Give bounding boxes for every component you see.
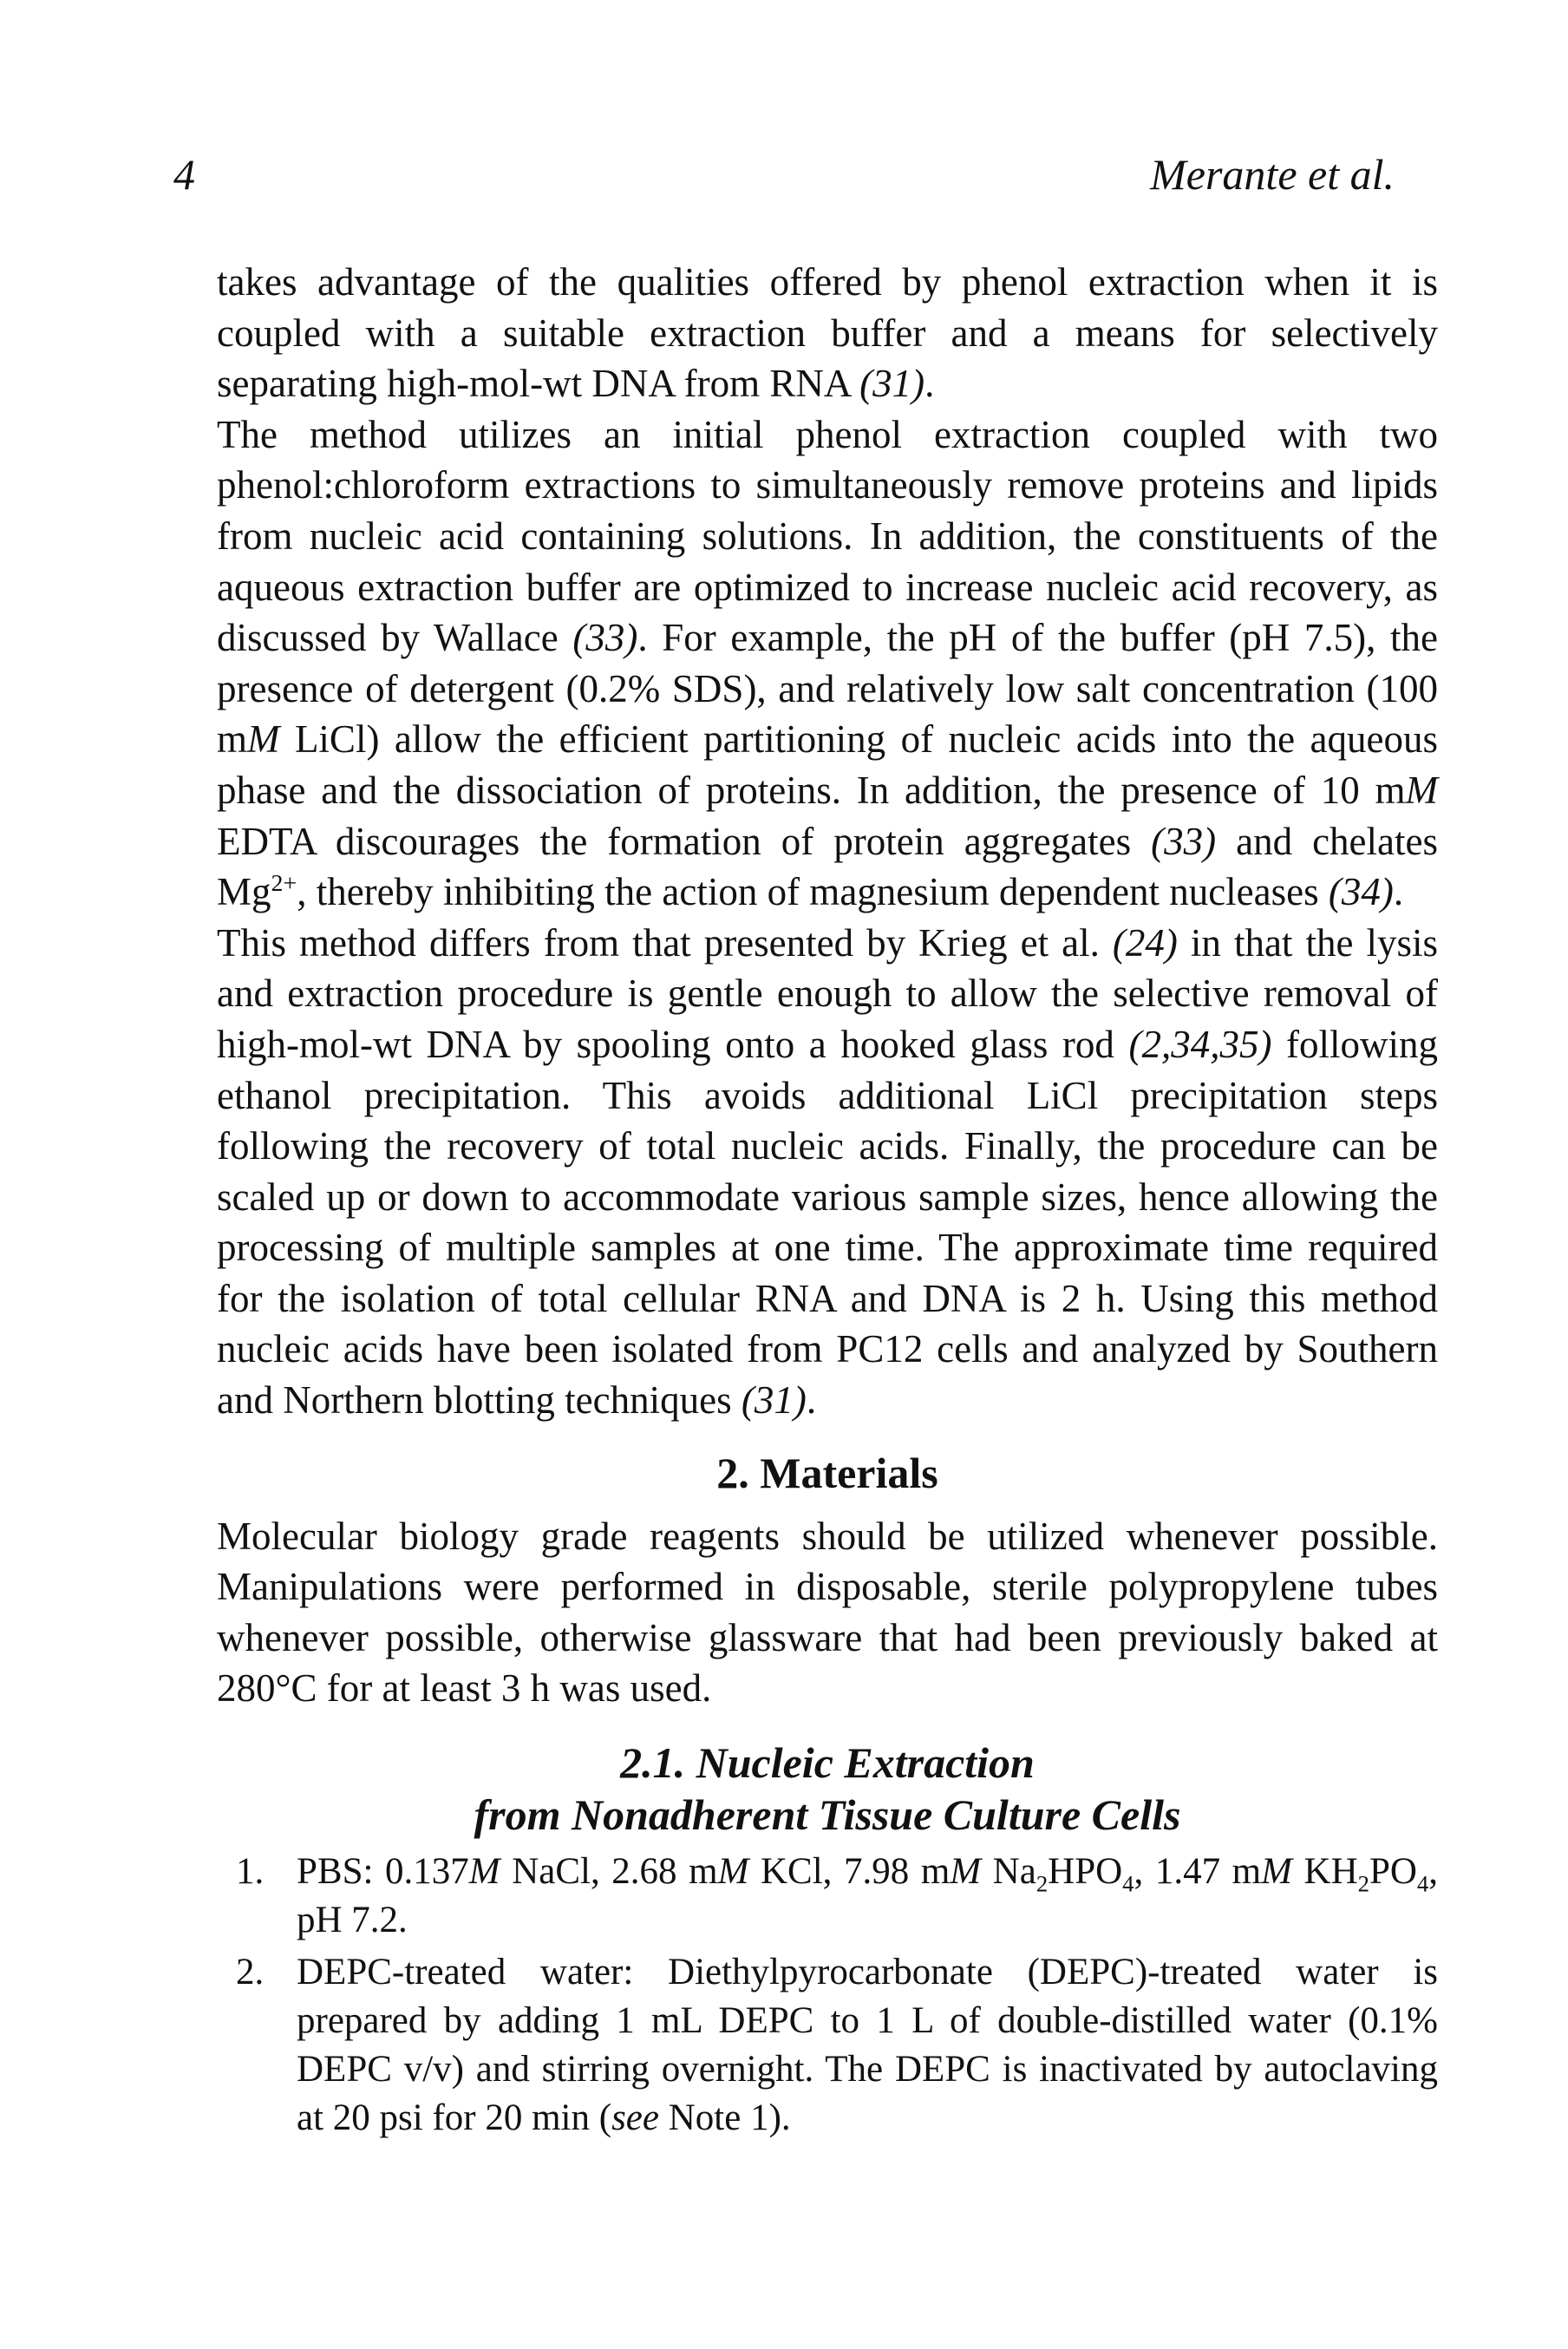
materials-list [217, 1848, 1438, 2143]
text-run: NaCl, 2.68 m [500, 1851, 718, 1893]
text-run: PO [1369, 1851, 1417, 1893]
text-run: and chelates Mg [217, 819, 1438, 914]
running-head [173, 149, 1395, 210]
subscript: 2 [1357, 1870, 1369, 1897]
text-run: The method utilizes an initial phenol extraction coupled with two phenol:chloroform extractions to simultaneously remove proteins and lipids from nucleic acid containing solutions. In addition, the constituents of the aqueous extraction buffer are optimized to increase nucleic acid recovery, as discussed by Wallace [217, 412, 1438, 660]
molar-unit: M [950, 1851, 982, 1893]
text-run: in that the lysis and extraction procedure is gentle enough to allow the selective removal of high-mol-wt DNA by spooling onto a hooked glass rod [217, 920, 1438, 1066]
text-run: This method differs from that presented by Krieg et al. [217, 920, 1113, 965]
text-run: KCl, 7.98 m [748, 1851, 951, 1893]
citation: (34) [1328, 870, 1394, 914]
running-author: Merante et al. [1150, 150, 1395, 199]
text-run: Note 1). [658, 2097, 791, 2139]
list-item-number: 1. [236, 1851, 265, 1893]
citation: (31) [859, 362, 925, 406]
superscript-charge: 2+ [271, 870, 297, 898]
list-item [217, 1848, 1438, 1945]
text-run: takes advantage of the qualities offered by phenol extraction when it is coupled with a suitable extraction buffer and a means for selectively separating high-mol-wt DNA from RNA [217, 260, 1438, 406]
section-heading-materials: 2. Materials [716, 1448, 938, 1497]
text-run: , 1.47 m [1134, 1851, 1262, 1893]
text-run: LiCl) allow the efficient partitioning of nucleic acids into the aqueous phase and the dissociation of proteins. In addition, the presence of 10 m [217, 717, 1438, 812]
intro-paragraph-1 [217, 257, 1438, 409]
molar-unit: M [717, 1851, 749, 1893]
text-run: . [1393, 870, 1404, 914]
materials-paragraph: Molecular biology grade reagents should be utilized whenever possible. Manipulations were performed in disposable, sterile polypropylene tubes whenever possible, otherwise glassware that had been previously baked at 280°C for at least 3 h was used. [217, 1514, 1438, 1711]
text-run: . [806, 1378, 817, 1423]
text-run: . For example, the pH of the buffer (pH 7.5), the presence of detergent (0.2% SDS), and relatively low salt concentration (100 m [217, 616, 1438, 762]
see-reference: see [611, 2097, 659, 2139]
text-run: DEPC-treated water: Diethylpyrocarbonate (DEPC)-treated water is prepared by adding 1 mL DEPC to 1 L of double-distilled water (0.1% DEPC v/v) and stirring overnight. The DEPC is inactivated by autoclaving at 20 psi for 20 min ( [297, 1952, 1438, 2139]
molar-unit: M [1405, 768, 1438, 812]
subsection-heading-line-1: 2.1. Nucleic Extraction [620, 1738, 1035, 1788]
intro-paragraph-3 [217, 918, 1438, 1426]
list-item-number: 2. [236, 1952, 265, 1993]
text-run: KH [1291, 1851, 1358, 1893]
text-run: PBS: 0.137 [297, 1851, 469, 1893]
molar-unit: M [468, 1851, 500, 1893]
subsection-heading [217, 1737, 1438, 1841]
subscript: 4 [1122, 1870, 1134, 1897]
text-run: HPO [1048, 1851, 1123, 1893]
page-number: 4 [173, 150, 195, 199]
text-run: EDTA discourages the formation of protein aggregates [217, 819, 1152, 863]
text-run: Na [981, 1851, 1036, 1893]
molar-unit: M [1261, 1851, 1292, 1893]
citation: (33) [572, 616, 638, 660]
text-run: . [924, 362, 935, 406]
subscript: 4 [1416, 1870, 1429, 1897]
text-run: , pH 7.2. [297, 1851, 1438, 1941]
subsection-heading-line-2: from Nonadherent Tissue Culture Cells [474, 1790, 1181, 1840]
intro-paragraph-2 [217, 409, 1438, 918]
page-body [217, 257, 1438, 2146]
list-item [217, 1948, 1438, 2143]
molar-unit: M [247, 717, 280, 762]
citation: (33) [1151, 819, 1217, 863]
citation: (24) [1112, 920, 1178, 965]
citation: (31) [741, 1378, 807, 1423]
subscript: 2 [1036, 1870, 1049, 1897]
text-run: following ethanol precipitation. This avoids additional LiCl precipitation steps following the recovery of total nucleic acids. Finally, the procedure can be scaled up or down to accommodate various sample sizes, hence allowing the processing of multiple samples at one time. The approximate time required for the isolation of total cellular RNA and DNA is 2 h. Using this method nucleic acids have been isolated from PC12 cells and analyzed by Southern and Northern blotting techniques [217, 1022, 1438, 1423]
text-run: , thereby inhibiting the action of magnesium dependent nucleases [297, 870, 1329, 914]
citation: (2,34,35) [1128, 1022, 1272, 1066]
